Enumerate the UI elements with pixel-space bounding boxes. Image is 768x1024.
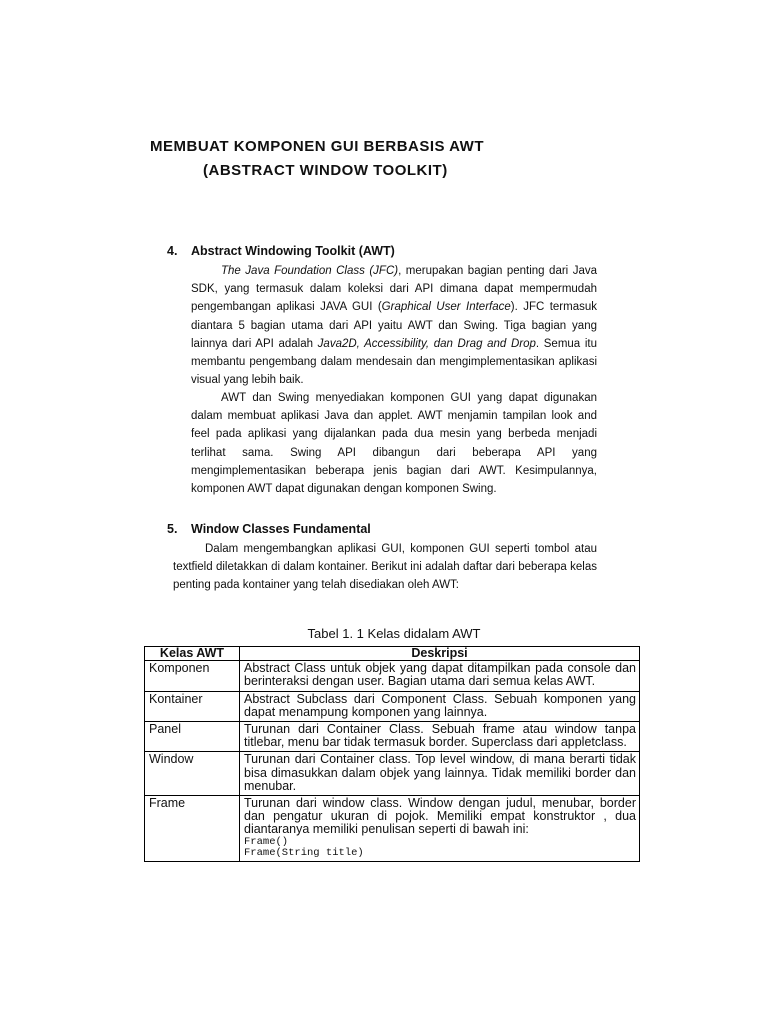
section-4-number: 4. — [167, 244, 178, 258]
class-name-cell: Frame — [145, 796, 240, 862]
description-cell: Abstract Class untuk objek yang dapat ditampilkan pada console dan berinteraksi dengan user. Bagian utama dari semua kelas AWT. — [240, 661, 640, 691]
column-header-deskripsi: Deskripsi — [240, 647, 640, 661]
column-header-kelas: Kelas AWT — [145, 647, 240, 661]
code-line: Frame() — [244, 835, 289, 848]
table-caption: Tabel 1. 1 Kelas didalam AWT — [307, 626, 481, 641]
table-row — [145, 722, 640, 752]
description-cell: Turunan dari Container class. Top level window, di mana berarti tidak bisa dimasukkan dalam objek yang lainnya. Tidak memiliki border dan menubar. — [240, 752, 640, 796]
class-name-cell: Panel — [145, 722, 240, 752]
section-5-paragraph-1 — [173, 540, 597, 595]
paragraph-text: . Semua itu membantu pengembang dalam mendesain dan mengimplementasikan aplikasi visual yang lebih baik. — [191, 337, 597, 387]
table-row — [145, 752, 640, 796]
table-row — [145, 691, 640, 721]
code-line: Frame(String title) — [244, 846, 364, 859]
description-cell: Abstract Subclass dari Component Class. Sebuah komponen yang dapat menampung komponen yang lainnya. — [240, 691, 640, 721]
awt-classes-table — [144, 646, 640, 862]
section-5-number: 5. — [167, 522, 178, 536]
section-5-title: Window Classes Fundamental — [191, 522, 371, 536]
paragraph-text: , merupakan bagian penting dari Java SDK, yang termasuk dalam koleksi dari API dimana dapat mempermudah pengembangan aplikasi JAVA GUI ( — [191, 265, 598, 314]
jfc-term: The Java Foundation Class (JFC) — [221, 265, 399, 277]
document-title-line-2: (ABSTRACT WINDOW TOOLKIT) — [203, 162, 448, 179]
paragraph-text: Dalam mengembangkan aplikasi GUI, komponen GUI seperti tombol atau textfield diletakkan di dalam kontainer. Berikut ini adalah daftar dari beberapa kelas penting pada kontainer yang telah disediakan oleh AWT: — [173, 543, 597, 592]
class-name-cell: Kontainer — [145, 691, 240, 721]
paragraph-text: ). JFC termasuk diantara 5 bagian utama dari API yaitu AWT dan Swing. Tiga bagian yang lainnya dari API adalah — [191, 301, 598, 350]
table-row — [145, 661, 640, 691]
api-parts-term: Java2D, Accessibility, dan Drag and Drop — [317, 337, 536, 350]
class-name-cell: Komponen — [145, 661, 240, 691]
class-name-cell: Window — [145, 752, 240, 796]
gui-term: Graphical User Interface — [381, 301, 511, 314]
section-5-heading — [167, 522, 371, 536]
section-4-heading — [167, 244, 395, 258]
table-row — [145, 796, 640, 862]
section-4-paragraph-1 — [191, 262, 597, 389]
section-4-paragraph-2 — [191, 389, 597, 498]
description-text: Turunan dari window class. Window dengan judul, menubar, border dan pengatur ukuran di pojok. Memiliki empat konstruktor , dua diantaranya memiliki penulisan seperti di bawah ini: — [244, 796, 636, 837]
document-title-line-1: MEMBUAT KOMPONEN GUI BERBASIS AWT — [150, 138, 484, 155]
description-cell — [240, 796, 640, 862]
table-header-row — [145, 647, 640, 661]
paragraph-text: AWT dan Swing menyediakan komponen GUI yang dapat digunakan dalam membuat aplikasi Java dan applet. AWT menjamin tampilan look and feel pada aplikasi yang dijalankan pada dua mesin yang berbeda menjadi terlihat sama. Swing API dibangun dari beberapa API yang mengimplementasikan beberapa jenis bagian dari AWT. Kesimpulannya, komponen AWT dapat digunakan dengan komponen Swing. — [191, 392, 597, 496]
description-cell: Turunan dari Container Class. Sebuah frame atau window tanpa titlebar, menu bar tidak termasuk border. Superclass dari appletclass. — [240, 722, 640, 752]
section-4-title: Abstract Windowing Toolkit (AWT) — [191, 244, 395, 258]
